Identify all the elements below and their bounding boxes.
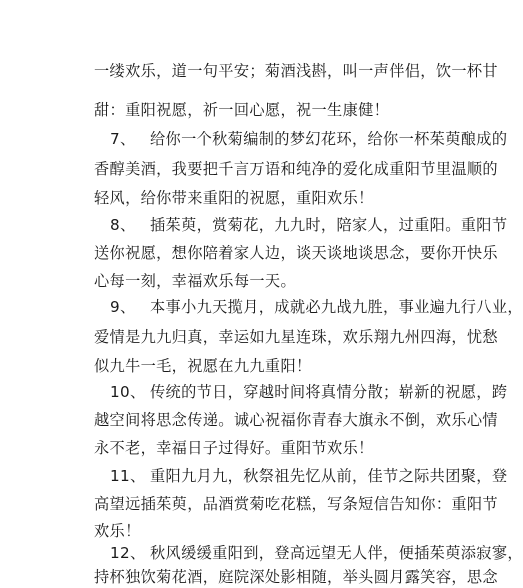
item-number: 7、 (110, 130, 136, 148)
item-text: 插茱萸，赏菊花，九九时，陪家人，过重阳。重阳节 (150, 216, 508, 234)
item-12-line-1 (110, 542, 523, 564)
item-text: 秋风缓缓重阳到，登高远望无人伴，便插茱萸添寂寥， (150, 544, 523, 562)
item-11-line-1 (110, 465, 507, 487)
item-9-line-2: 爱情是九九归真，幸运如九星连珠，欢乐翔九州四海，忧愁 (94, 328, 498, 346)
item-number: 11、 (110, 467, 146, 485)
item-11-line-3: 欢乐！ (94, 522, 141, 540)
item-text: 给你一个秋菊编制的梦幻花环，给你一杯茱萸酿成的 (150, 130, 508, 148)
item-9-line-1 (110, 296, 523, 318)
item-7-line-3: 轻风，给你带来重阳的祝愿，重阳欢乐！ (94, 189, 374, 207)
item-text: 重阳九月九，秋祭祖先忆从前，佳节之际共团聚，登 (150, 467, 508, 485)
item-7-line-1 (110, 128, 507, 150)
item-8-line-2: 送你祝愿，想你陪着家人边，谈天谈地谈思念，要你开快乐 (94, 244, 498, 262)
item-12-line-2: 持杯独饮菊花酒，庭院深处影相随，举头圆月露笑容，思念 (94, 568, 498, 586)
item-8-line-3: 心每一刻，幸福欢乐每一天。 (94, 272, 296, 290)
item-text: 传统的节日，穿越时间将真情分散；崭新的祝愿，跨 (150, 383, 508, 401)
item-7-line-2: 香醇美酒，我要把千言万语和纯净的爱化成重阳节里温顺的 (94, 160, 498, 178)
item-9-line-3: 似九牛一毛，祝愿在九九重阳！ (94, 357, 312, 375)
item-text: 本事小九天揽月，成就必九战九胜，事业遍九行八业， (150, 298, 523, 316)
intro-line-2: 甜：重阳祝愿，祈一回心愿，祝一生康健！ (94, 101, 390, 119)
item-10-line-1 (110, 381, 507, 403)
item-number: 10、 (110, 383, 146, 401)
item-8-line-1 (110, 214, 507, 236)
item-11-line-2: 高望远插茱萸，品酒赏菊吃花糕，写条短信告知你：重阳节 (94, 495, 498, 513)
intro-line-1: 一缕欢乐，道一句平安；菊酒浅斟，叫一声伴侣，饮一杯甘 (94, 62, 498, 80)
item-10-line-2: 越空间将思念传递。诚心祝福你青春大旗永不倒，欢乐心情 (94, 411, 498, 429)
item-number: 12、 (110, 544, 146, 562)
item-10-line-3: 永不老，幸福日子过得好。重阳节欢乐！ (94, 439, 374, 457)
item-number: 8、 (110, 216, 136, 234)
item-number: 9、 (110, 298, 136, 316)
